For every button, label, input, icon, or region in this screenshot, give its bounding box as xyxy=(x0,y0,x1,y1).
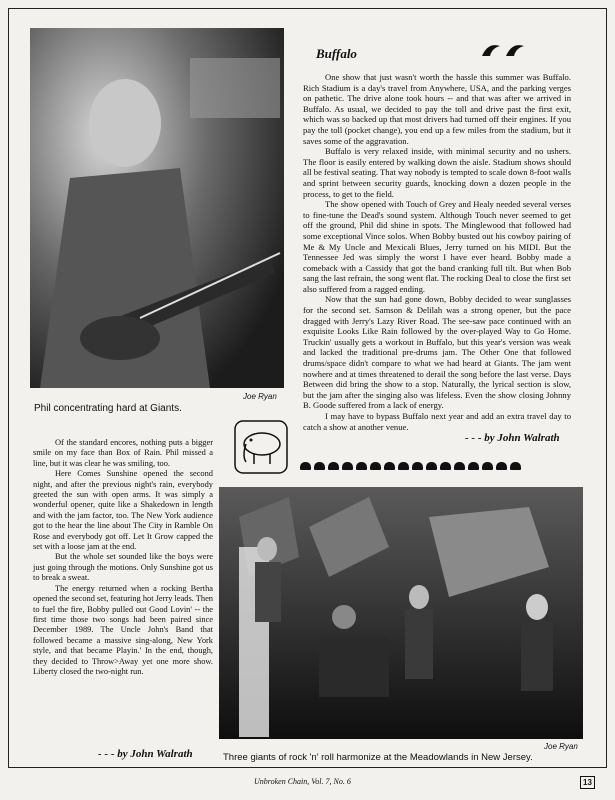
photo-phil-image xyxy=(30,28,284,388)
article-body xyxy=(303,72,571,432)
article-paragraph: One show that just wasn't worth the hassle this summer was Buffalo. Rich Stadium is a day's travel from Anywhere, USA, and the parking verges on pathetic. The drive alone took hours -- and that was after we arrived in Buffalo. As usual, we decided to pay the toll and drive past the first exit, which was so backed up that most drivers had turned off their engines. If you pay the toll (pocket change), you end up a few miles from the stadium, but it saves some of the aggravation. xyxy=(303,72,571,146)
piano-icon xyxy=(510,462,521,470)
photo-meadowlands xyxy=(219,487,583,739)
piano-icon xyxy=(440,462,451,470)
left-paragraph: Here Comes Sunshine opened the second night, and after the previous night's rain, everybody greeted the sun with open arms. It was simply a wonderful opener, quite like a Shakedown in length and with the jam factor, too. The New York audience got to the hear the line about The City in Ramble On Rose and everybody got off. Let It Grow capped the set with a loose jam at the end. xyxy=(33,469,213,552)
left-article-body xyxy=(33,438,213,677)
leaf-ornament-icon xyxy=(478,40,530,60)
footer-publication: Unbroken Chain, Vol. 7, No. 6 xyxy=(254,777,351,786)
piano-icon xyxy=(342,462,353,470)
piano-icon xyxy=(398,462,409,470)
left-article-byline: - - - by John Walrath xyxy=(98,748,193,760)
article-paragraph: The show opened with Touch of Grey and Healy needed several verses to fine-tune the Dead's sound system. Although Touch never seemed to get off the ground, Phil did shine in spots. The Minglewood that followed had some exceptional Vince solos. When Bobby busted out his cowboy pairing of Me & My Uncle and Mexicali Blues, Jerry turned on his MIDI. But the Tennessee Jed was simply the worst I have ever heard. Bobby made a comeback with a Cassidy that got the band cranking full tilt. But when Bob sang the last refrain, the song went flat. The rocking Deal to close the first set also suffered from a ragged ending. xyxy=(303,199,571,294)
piano-icon xyxy=(370,462,381,470)
photo-phil xyxy=(30,28,284,388)
piano-icon xyxy=(384,462,395,470)
piano-icon xyxy=(356,462,367,470)
left-paragraph: Of the standard encores, nothing puts a bigger smile on my face than Box of Rain. Phil missed a line, but it was clear he was smiling, too. xyxy=(33,438,213,468)
piano-icon xyxy=(412,462,423,470)
photo-phil-caption: Phil concentrating hard at Giants. xyxy=(34,403,182,414)
article-title: Buffalo xyxy=(316,46,357,61)
piano-icon xyxy=(482,462,493,470)
article-byline: - - - by John Walrath xyxy=(465,432,560,444)
photo-meadowlands-caption: Three giants of rock 'n' roll harmonize at the Meadowlands in New Jersey. xyxy=(223,752,533,763)
article-paragraph: Now that the sun had gone down, Bobby decided to wear sunglasses for the second set. Samson & Delilah was a strong opener, but the pace dragged with Jerry's Lazy River Road. The see-saw pace continued with an exquisite Looks Like Rain followed by the over-played Way to Go Home. Truckin' usually gets a workout in Buffalo, but this year's version was weak and lacked the traditional pre-drums jam. The Other One that followed drums/space didn't compare to what we had heard at Giants. The jam went nowhere and at times threatened to derail the song before the last verse. Days Between did bring the show to a stop. Naturally, the lyrical section is slow, but the jam after the singing also was lifeless. Even the show closing Johnny B. Goode suffered from a lack of energy. xyxy=(303,294,571,411)
piano-icon xyxy=(328,462,339,470)
piano-icon xyxy=(496,462,507,470)
article-paragraph: Buffalo is very relaxed inside, with minimal security and no ushers. The floor is easily entered by walking down the aisle. Stadium shows should all be festival seating. That way nobody is tempted to scale down 8-foot walls and sprint between security guards, knocking down a dozen people in the process, to get to the field. xyxy=(303,146,571,199)
page-number: 13 xyxy=(580,776,595,789)
piano-icon xyxy=(300,462,311,470)
left-paragraph: But the whole set sounded like the boys were just going through the motions. Only Sunshine got us to break a sweat. xyxy=(33,552,213,583)
article-paragraph: I may have to bypass Buffalo next year and add an extra travel day to catch a show at another venue. xyxy=(303,411,571,432)
elephant-icon xyxy=(234,420,288,474)
piano-icon xyxy=(468,462,479,470)
photo-meadowlands-image xyxy=(219,487,583,739)
left-paragraph: The energy returned when a rocking Bertha opened the second set, featuring hot Jerry leads. Then to fuel the fire, Bobby pulled out Good Lovin' -- the first time those two songs had been paired since December 1989. The Uncle John's Band that followed became a massive sing-along, New York style, and that became Playin.' In the end, though, they decided to Throw>Away yet one more show. Liberty closed the two-night run. xyxy=(33,583,213,676)
piano-icon xyxy=(454,462,465,470)
piano-divider xyxy=(300,462,521,470)
decorative-ornament xyxy=(478,40,530,65)
piano-icon xyxy=(426,462,437,470)
photo-meadowlands-credit: Joe Ryan xyxy=(544,742,578,751)
elephant-logo xyxy=(234,420,288,479)
piano-icon xyxy=(314,462,325,470)
photo-phil-credit: Joe Ryan xyxy=(243,392,277,401)
